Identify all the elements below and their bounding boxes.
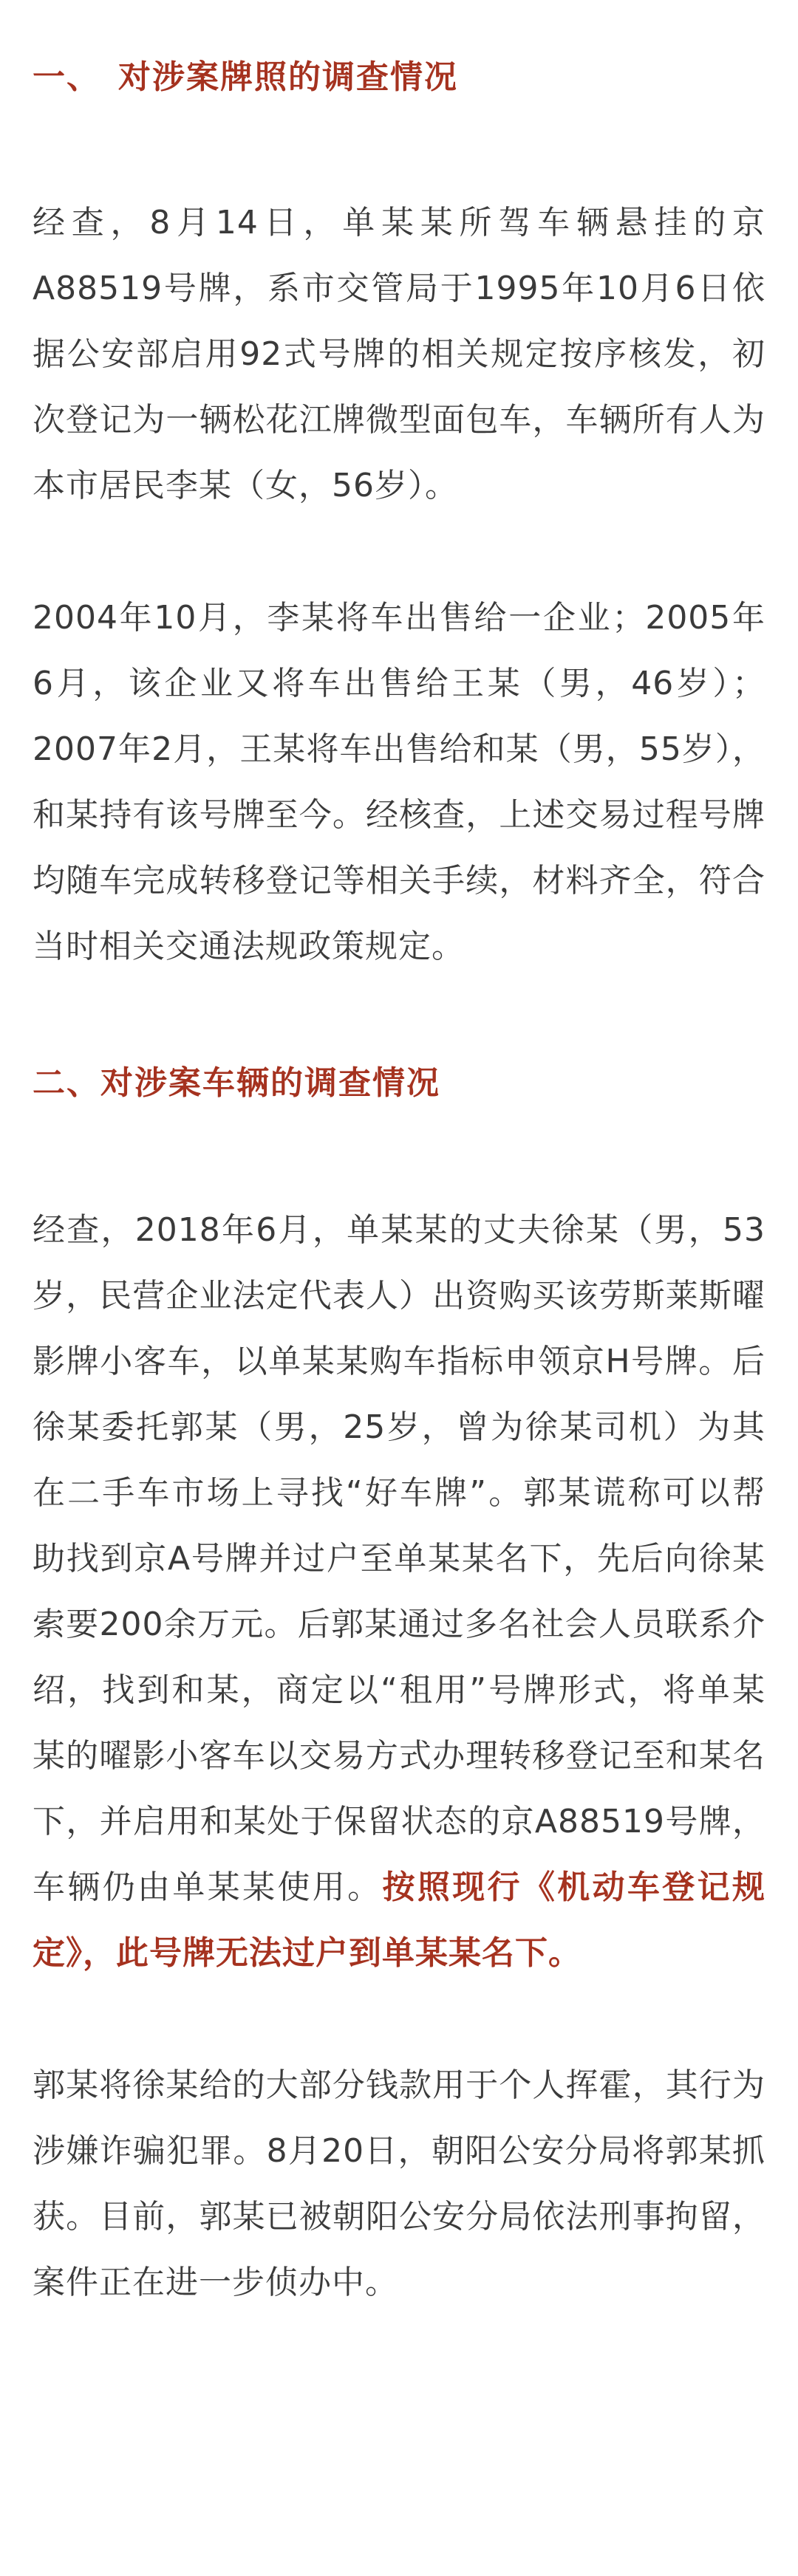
paragraph-vehicle-investigation-text: 经查，2018年6月，单某某的丈夫徐某（男，53岁，民营企业法定代表人）出资购买该劳斯莱斯曜影牌小客车，以单某某购车指标申领京H号牌。后徐某委托郭某（男，25岁，曾为徐某司机）为其在二手车市场上寻找“好车牌”。郭某谎称可以帮助找到京A号牌并过户至单某某名下，先后向徐某索要200余万元。后郭某通过多名社会人员联系介绍，找到和某，商定以“租用”号牌形式，将单某某的曜影小客车以交易方式办理转移登记至和某名下，并启用和某处于保留状态的京A88519号牌，车辆仍由单某某使用。: [33, 1211, 765, 1906]
section-heading-vehicle: 二、对涉案车辆的调查情况: [33, 1064, 440, 1102]
emphasized-regulation-note: 按照现行《机动车登记规定》，此号牌无法过户到单某某名下。: [33, 1868, 765, 1972]
section-heading-license-plate: 一、 对涉案牌照的调查情况: [33, 58, 458, 96]
paragraph-case-status-text: 郭某将徐某给的大部分钱款用于个人挥霍，其行为涉嫌诈骗犯罪。8月20日，朝阳公安分局将郭某抓获。目前，郭某已被朝阳公安分局依法刑事拘留，案件正在进一步侦办中。: [33, 2066, 765, 2301]
paragraph-case-status: [33, 2052, 765, 2315]
paragraph-vehicle-investigation: [33, 1197, 765, 1986]
paragraph-plate-origin: [33, 190, 765, 518]
paragraph-plate-transfers: [33, 585, 765, 979]
paragraph-plate-transfers-text: 2004年10月，李某将车出售给一企业；2005年6月，该企业又将车出售给王某（男，46岁）；2007年2月，王某将车出售给和某（男，55岁），和某持有该号牌至今。经核查，上述交易过程号牌均随车完成转移登记等相关手续，材料齐全，符合当时相关交通法规政策规定。: [33, 599, 765, 965]
paragraph-plate-origin-text: 经查，8月14日，单某某所驾车辆悬挂的京A88519号牌，系市交管局于1995年10月6日依据公安部启用92式号牌的相关规定按序核发，初次登记为一辆松花江牌微型面包车，车辆所有人为本市居民李某（女，56岁）。: [33, 204, 765, 504]
